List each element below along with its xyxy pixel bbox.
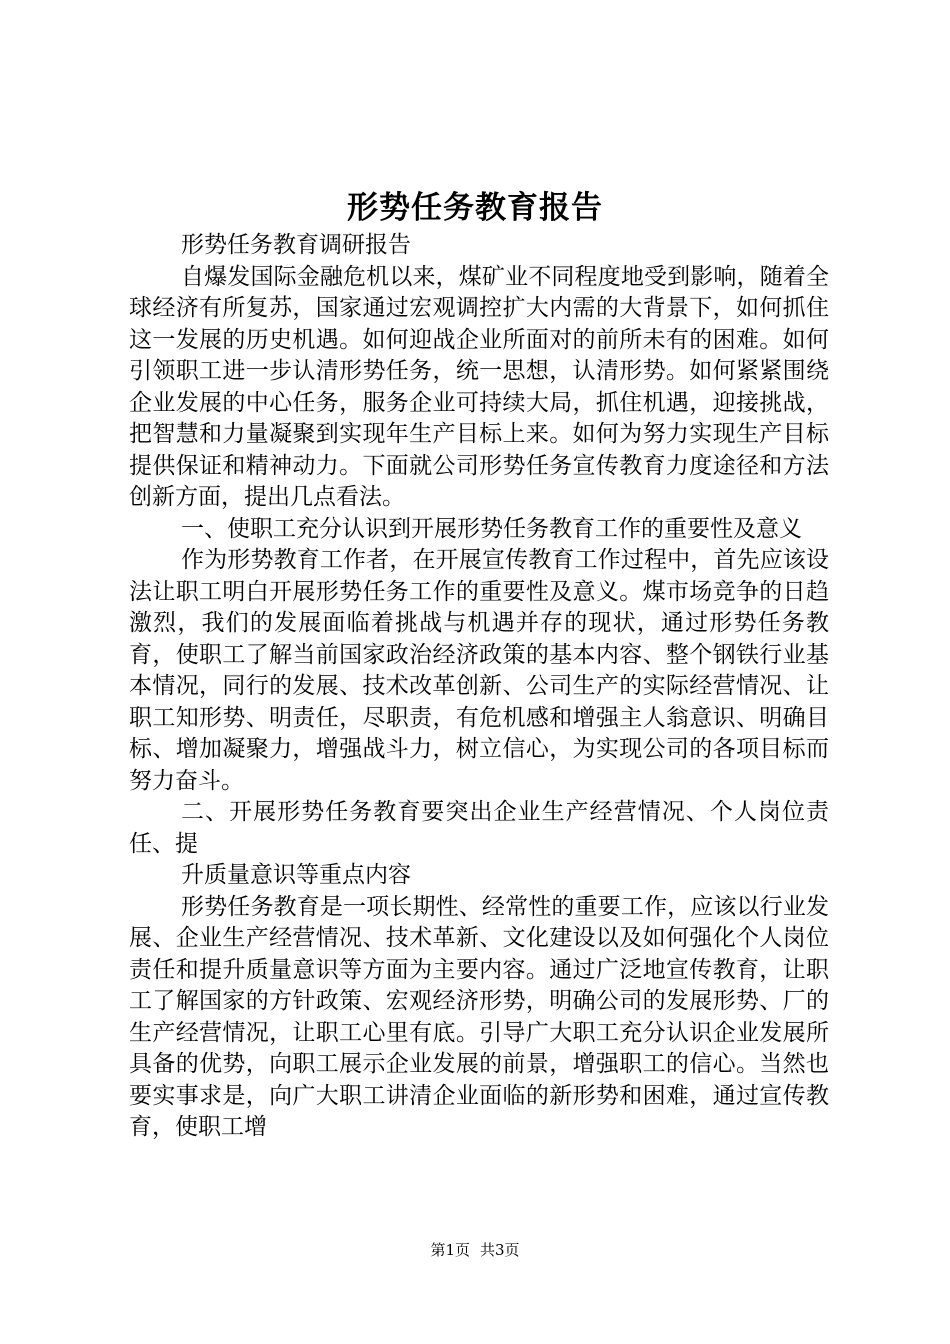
section-heading-1: 一、使职工充分认识到开展形势任务教育工作的重要性及意义	[181, 515, 802, 542]
page-footer	[0, 1240, 950, 1260]
page-total: 共3页	[480, 1241, 520, 1259]
document-title: 形势任务教育报告	[347, 190, 603, 226]
paragraph-subtitle: 形势任务教育调研报告	[181, 232, 411, 258]
section-heading-2: 二、开展形势任务教育要突出企业生产经营情况、个人岗位责任、提	[129, 799, 829, 857]
section-heading-2-continued: 升质量意识等重点内容	[181, 862, 411, 888]
paragraph-section-1: 作为形势教育工作者，在开展宣传教育工作过程中，首先应该设法让职工明白开展形势任务工作的重要性及意义。煤市场竞争的日趋激烈，我们的发展面临着挑战与机遇并存的现状，通过形势任务教育，使职工了解当前国家政治经济政策的基本内容、整个钢铁行业基本情况，同行的发展、技术改革创新、公司生产的实际经营情况、让职工知形势、明责任，尽职责，有危机感和增强主人翁意识、明确目标、增加凝聚力，增强战斗力，树立信心，为实现公司的各项目标而努力奋斗。	[129, 547, 829, 794]
document-body	[129, 230, 829, 1144]
paragraph-intro: 自爆发国际金融危机以来，煤矿业不同程度地受到影响，随着全球经济有所复苏，国家通过宏观调控扩大内需的大背景下，如何抓住这一发展的历史机遇。如何迎战企业所面对的前所未有的困难。如何引领职工进一步认清形势任务，统一思想，认清形势。如何紧紧围绕企业发展的中心任务，服务企业可持续大局，抓住机遇，迎接挑战，把智慧和力量凝聚到实现年生产目标上来。如何为努力实现生产目标提供保证和精神动力。下面就公司形势任务宣传教育力度途径和方法创新方面，提出几点看法。	[129, 263, 829, 510]
page-number: 第1页	[430, 1241, 470, 1259]
paragraph-section-2: 形势任务教育是一项长期性、经常性的重要工作，应该以行业发展、企业生产经营情况、技术革新、文化建设以及如何强化个人岗位责任和提升质量意识等方面为主要内容。通过广泛地宣传教育，让职工了解国家的方针政策、宏观经济形势，明确公司的发展形势、厂的生产经营情况，让职工心里有底。引导广大职工充分认识企业发展所具备的优势，向职工展示企业发展的前景，增强职工的信心。当然也要实事求是，向广大职工讲清企业面临的新形势和困难，通过宣传教育，使职工增	[129, 893, 829, 1140]
